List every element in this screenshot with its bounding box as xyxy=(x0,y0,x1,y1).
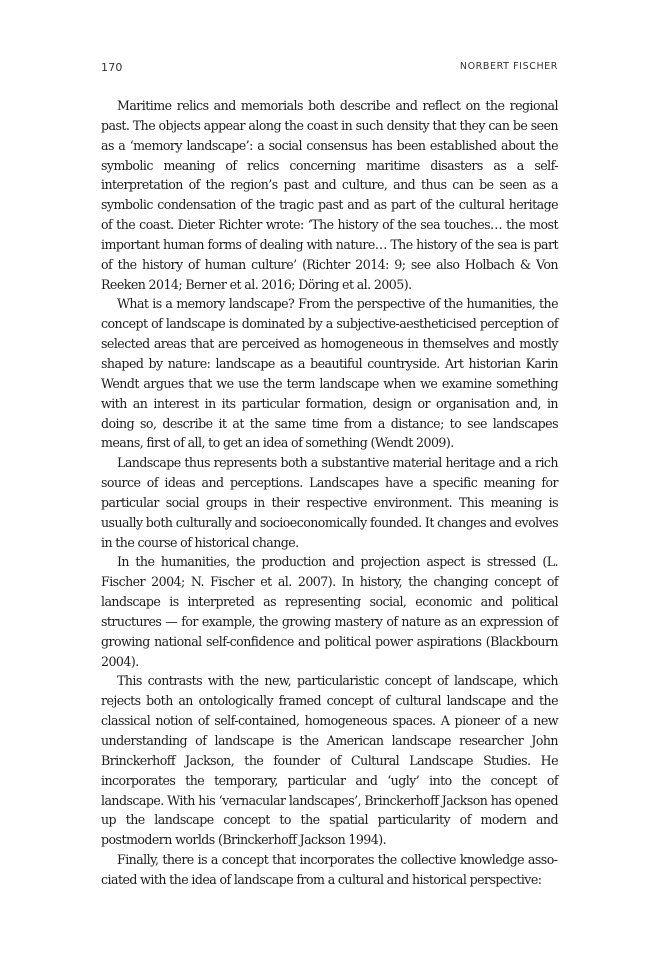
paragraph-humanities-production: In the humanities, the production and projection aspect is stressed (L. Fischer 2004; N. Fischer et al. 2007). In history, the changing concept of landscape is interpreted as representing social, economic and political structures — for example, the growing mastery of nature as an expression of growing national self-confidence and political power aspirations (Blackbourn 2004). xyxy=(101,554,558,669)
paragraph-particularistic-concept: This contrasts with the new, particularistic concept of landscape, which rejects both an ontologically framed concept of cultural landscape and the classical notion of self-contained, homogeneous spaces. A pioneer of a new understanding of landscape is the American landscape researcher John Brinckerhoff Jackson, the founder of Cultural Landscape Studies. He incorporates the temporary, particular and ‘ugly’ into the concept of landscape. With his ‘vernacular landscapes’, Brinckerhoff Jackson has opened up the landscape concept to the spatial particularity of modern and postmodern worlds (Brinckerhoff Jackson 1994). xyxy=(101,673,558,848)
paragraph-maritime-relics: Maritime relics and memorials both describe and reflect on the regional past. The objects appear along the coast in such density that they can be seen as a ‘memory landscape’: a social consensus has been established about the symbolic meaning of relics concerning maritime disasters as a self-interpretation of the region’s past and culture, and thus can be seen as a symbolic condensation of the tragic past and as part of the cultural heritage of the coast. Dieter Richter wrote: ‘The history of the sea touches… the most important human forms of dealing with nature… The history of the sea is part of the history of human culture’ (Richter 2014: 9; see also Holbach & Von Reeken 2014; Berner et al. 2016; Döring et al. 2005). xyxy=(101,98,558,292)
running-header xyxy=(101,61,558,77)
body-text xyxy=(101,96,558,890)
running-head-author: NORBERT FISCHER xyxy=(459,61,558,72)
paragraph-collective-knowledge: Finally, there is a concept that incorporates the collective knowledge associated with the idea of landscape from a cultural and historical perspective: xyxy=(101,852,558,887)
paragraph-landscape-heritage: Landscape thus represents both a substantive material heritage and a rich source of ideas and perceptions. Landscapes have a specific meaning for particular social groups in their respective environment. This meaning is usually both culturally and socioeconomically founded. It changes and evolves in the course of historical change. xyxy=(101,455,558,550)
paragraph-memory-landscape: What is a memory landscape? From the perspective of the humanities, the concept of landscape is dominated by a subjective-aestheticised perception of selected areas that are perceived as homogeneous in themselves and mostly shaped by nature: landscape as a beautiful countryside. Art historian Karin Wendt argues that we use the term landscape when we examine something with an interest in its particular formation, design or organisation and, in doing so, describe it at the same time from a distance; to see landscapes means, first of all, to get an idea of something (Wendt 2009). xyxy=(101,296,558,451)
page-number: 170 xyxy=(101,61,123,74)
